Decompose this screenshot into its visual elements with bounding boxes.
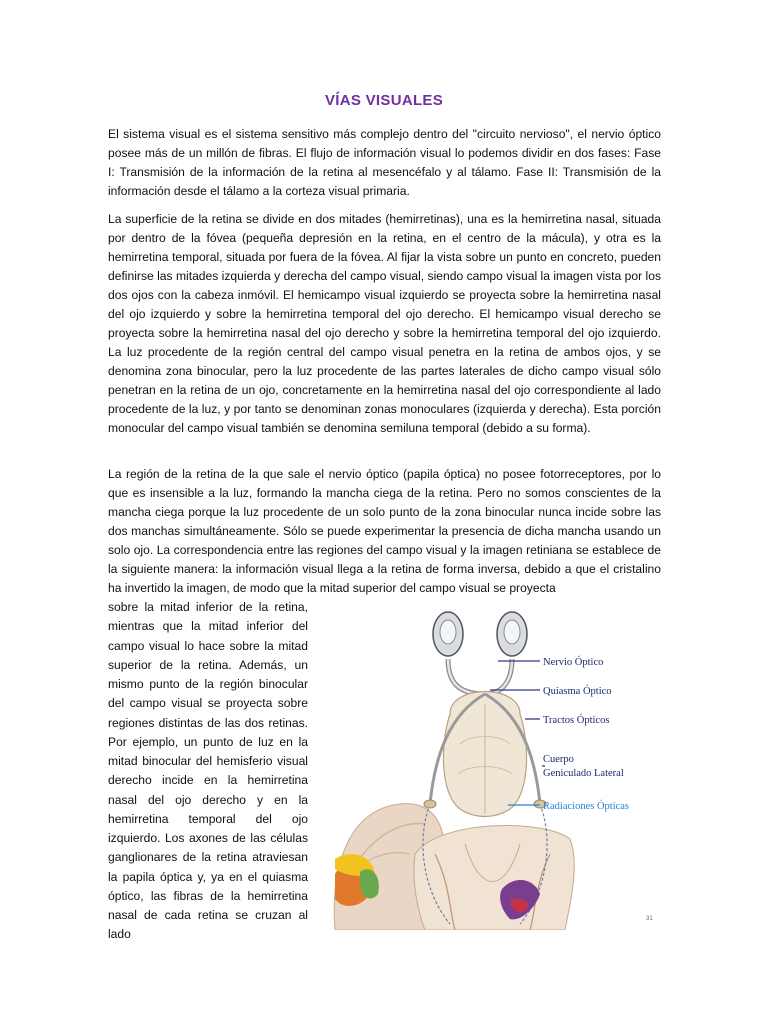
label-tractos-opticos: Tractos Ópticos	[543, 715, 610, 726]
label-geniculado-lateral: Geniculado Lateral	[543, 768, 624, 779]
figure-page-number: 31	[646, 916, 653, 922]
visual-pathway-figure	[330, 604, 660, 930]
paragraph-retina-halves: La superficie de la retina se divide en dos mitades (hemirretinas), una es la hemirretina nasal, situada por dentro de la fóvea (pequeña depresión en la retina, en el centro de la mácula), y otra es la hemirretina temporal, situada por fuera de la fóvea. Al fijar la vista sobre un punto en concreto, pueden definirse las mitades izquierda y derecha del campo visual, siendo campo visual la imagen vista por los dos ojos con la cabeza inmóvil. El hemicampo visual izquierdo se proyecta sobre la hemirretina nasal del ojo izquierdo y sobre la hemirretina temporal del ojo derecho. El hemicampo visual derecho se proyecta sobre la hemirretina nasal del ojo derecho y sobre la hemirretina temporal del ojo izquierdo. La luz procedente de la región central del campo visual penetra en la retina de ambos ojos, y se denomina zona binocular, pero la luz procedente de las partes laterales de dicho campo visual sólo penetran en la retina de un ojo, concretamente en la hemirretina nasal del ojo correspondiente al lado procedente de la luz, y por tanto se denominan zonas monoculares (izquierda y derecha). Esta porción monocular del campo visual también se denomina semiluna temporal (debido a su forma).	[108, 212, 661, 435]
paragraph-intro: El sistema visual es el sistema sensitivo más complejo dentro del "circuito nervioso", el nervio óptico posee más de un millón de fibras. El flujo de información visual lo podemos dividir en dos fases: Fase I: Transmisión de la información de la retina al mesencéfalo y al tálamo. Fase II: Transmisión de la información desde el tálamo a la corteza visual primaria.	[108, 127, 661, 198]
left-optic-nerve	[448, 659, 485, 694]
paragraph-blind-spot: La región de la retina de la que sale el nervio óptico (papila óptica) no posee fotorreceptores, por lo que es insensible a la luz, formando la mancha ciega de la retina. Pero no somos conscientes de la mancha ciega porque la luz procedente de un solo punto de la zona binocular nunca incide sobre las dos manchas simultáneamente. Sólo se puede experimentar la presencia de dicha mancha usando un solo ojo. La correspondencia entre las regiones del campo visual y la imagen retiniana se establece de la siguiente manera: la información visual llega a la retina de forma inversa, debido a que el cristalino ha invertido la imagen, de modo que la mitad superior del campo visual se proyecta	[108, 467, 661, 595]
page-title: VÍAS VISUALES	[324, 92, 444, 109]
right-optic-nerve	[485, 659, 512, 694]
label-radiaciones-opticas: Radiaciones Ópticas	[543, 801, 630, 812]
label-quiasma-optico: Quiasma Óptico	[543, 686, 612, 697]
label-nervio-optico: Nervio Óptico	[543, 657, 604, 668]
visual-pathway-illustration	[330, 604, 660, 930]
paragraph-blind-spot-continued: sobre la mitad inferior de la retina, mientras que la mitad inferior del campo visual lo hace sobre la mitad superior de la retina. Además, un mismo punto de la región binocular del campo visual se proyecta sobre regiones distintas de las dos retinas. Por ejemplo, un punto de luz en la mitad binocular del hemisferio visual derecho incide en la hemirretina nasal del ojo derecho y en la hemirretina temporal del ojo izquierdo. Los axones de las células ganglionares de la retina atraviesan la papila óptica y, ya en el quiasma óptico, las fibras de la hemirretina nasal de cada retina se cruzan al lado	[108, 600, 308, 942]
label-cuerpo: Cuerpo	[543, 754, 574, 765]
cortex-section-shape	[414, 825, 574, 930]
left-lateral-geniculate	[424, 800, 436, 808]
